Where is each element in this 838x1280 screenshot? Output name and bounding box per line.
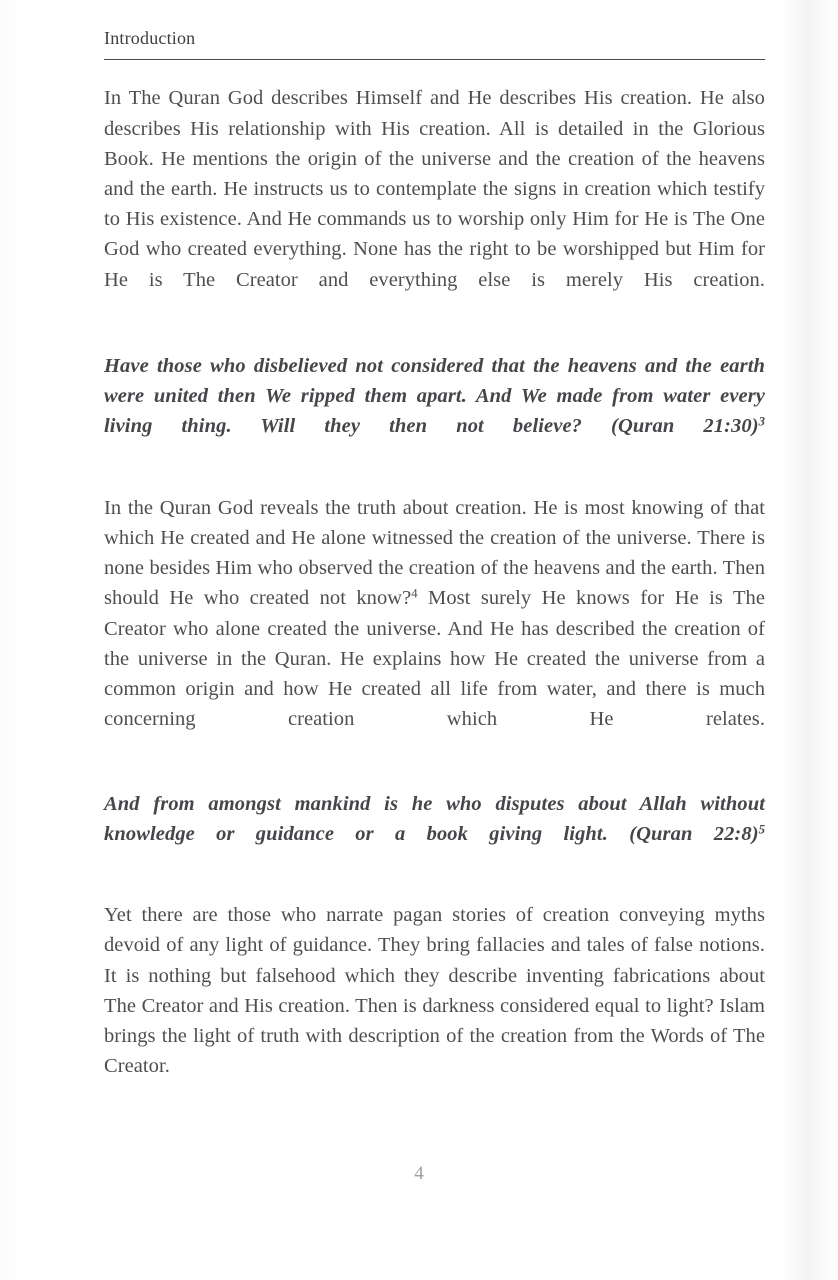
page-edge-shading-left bbox=[0, 0, 30, 1280]
body-paragraph-3: Yet there are those who narrate pagan stories of creation conveying myths devoid of any light of guidance. They bring fallacies and tales of false notions. It is nothing but falsehood which they describe inventing fabrications about The Creator and His creation. Then is darkness considered equal to light? Islam brings the light of truth with description of the creation from the Words of The Creator. bbox=[104, 904, 765, 1078]
quotation-block-1 bbox=[104, 351, 765, 472]
running-head-rule bbox=[104, 59, 765, 60]
footnote-marker-4: 4 bbox=[411, 586, 418, 601]
running-head: Introduction bbox=[104, 28, 196, 48]
quotation-text-1: Have those who disbelieved not considered that the heavens and the earth were united then We ripped them apart. And We made from water every living thing. Will they then not believe? (Quran 21:30) bbox=[104, 355, 765, 438]
quotation-text-2: And from amongst mankind is he who disputes about Allah without knowledge or guidance or a book giving light. (Quran 22:8) bbox=[104, 792, 765, 845]
body-paragraph-1: In The Quran God describes Himself and He describes His creation. He also describes His relationship with His creation. All is detailed in the Glorious Book. He mentions the origin of the universe and the creation of the heavens and the earth. He instructs us to contemplate the signs in creation which testify to His existence. And He commands us to worship only Him for He is The One God who created everything. None has the right to be worshipped but Him for He is The Creator and everything else is merely His creation. bbox=[104, 87, 765, 291]
footnote-marker-3: 3 bbox=[758, 414, 765, 429]
body-paragraph-2 bbox=[104, 493, 765, 765]
page-number: 4 bbox=[414, 1163, 424, 1184]
quotation-block-2 bbox=[104, 789, 765, 880]
footnote-marker-5: 5 bbox=[758, 822, 765, 837]
page-edge-shading-right bbox=[780, 0, 838, 1280]
body-paragraph-2-part-b: Most surely He knows for He is The Creator who alone created the universe. And He has described the creation of the universe in the Quran. He explains how He created the universe from a common origin and how He created all life from water, and there is much concerning creation which He relates. bbox=[104, 587, 765, 731]
page-content bbox=[104, 0, 765, 1112]
body-paragraph-2-part-a: In the Quran God reveals the truth about creation. He is most knowing of that which He created and He alone witnessed the creation of the universe. There is none besides Him who observed the creation of the heavens and the earth. Then should He who created not know? bbox=[104, 496, 765, 610]
